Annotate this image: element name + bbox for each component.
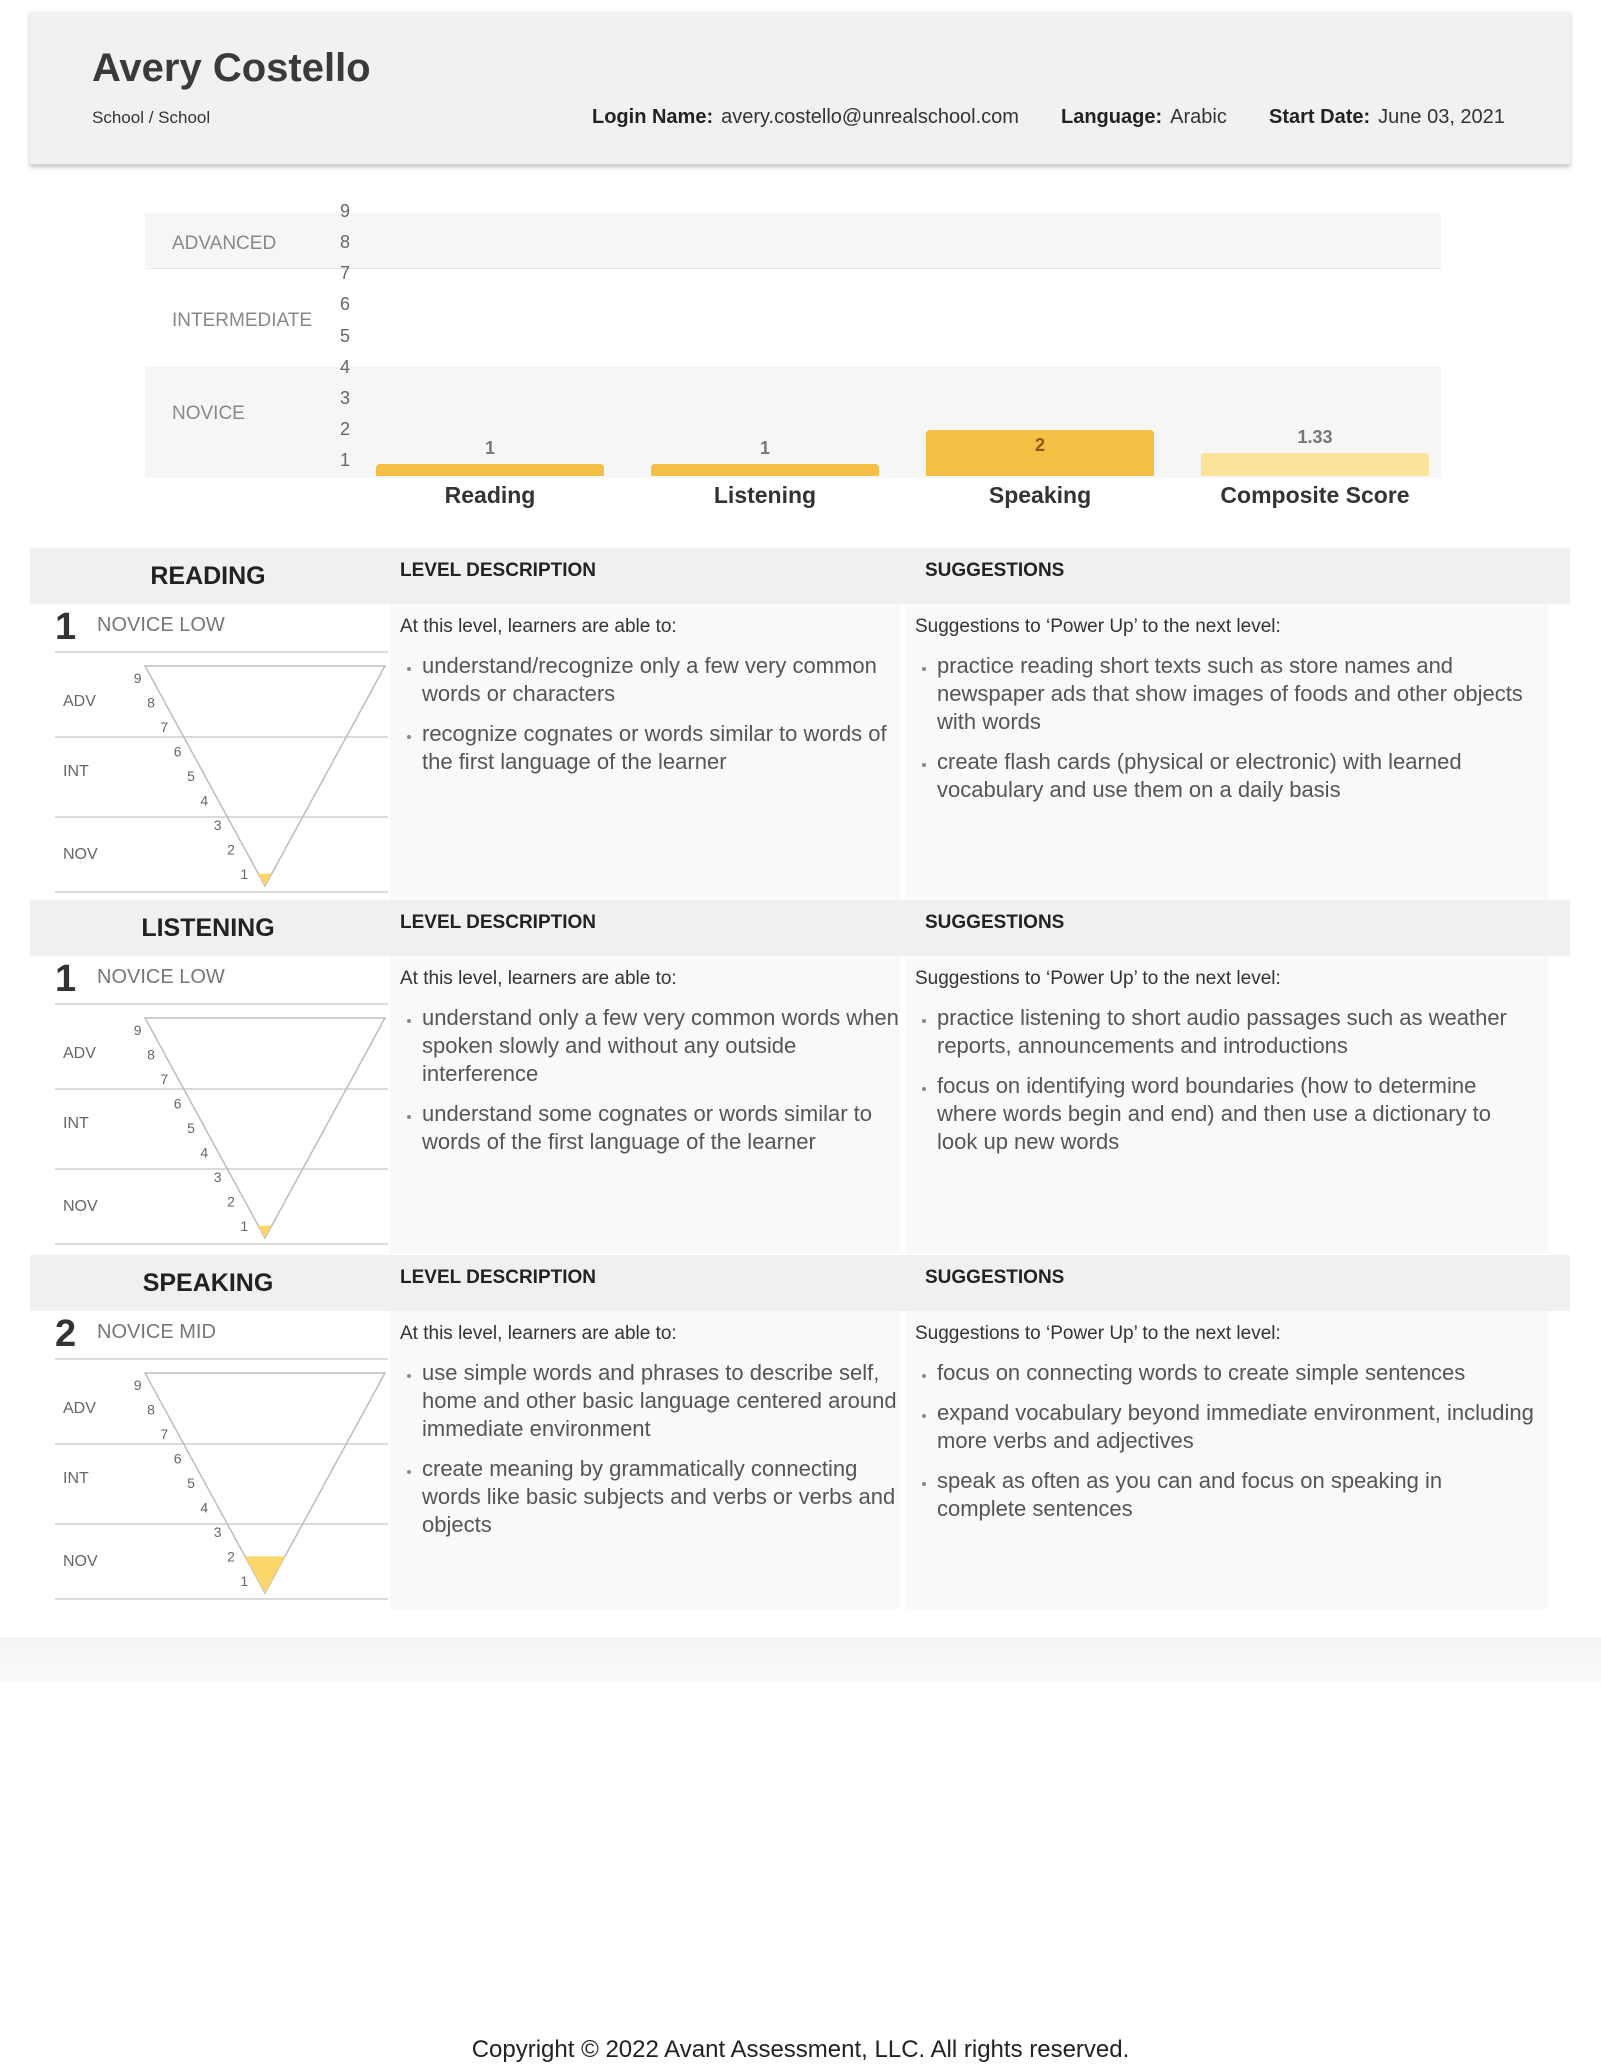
funnel-outline	[145, 1018, 385, 1238]
band-label-nov: NOV	[63, 1198, 98, 1215]
funnel-tick-label: 2	[227, 1193, 235, 1210]
category-label: Listening	[713, 482, 817, 508]
band-label-nov: NOV	[63, 846, 98, 863]
bar-reading	[376, 464, 604, 476]
suggestions-panel	[905, 1311, 1548, 1609]
level-funnel-chart	[55, 1361, 388, 1601]
y-tick-label: 6	[339, 294, 350, 315]
band-label-int: INT	[63, 1115, 89, 1132]
funnel-tick-label: 5	[187, 1120, 195, 1136]
level-funnel-chart	[55, 1006, 388, 1246]
language-field	[1061, 106, 1227, 129]
description-item: • understand only a few very common words when spoken slowly and without any outside interference	[422, 1004, 900, 1088]
y-tick-label: 3	[339, 387, 350, 408]
funnel-fill	[245, 1556, 285, 1593]
funnel-tick-label: 2	[227, 841, 235, 858]
level-number: 2	[55, 1313, 77, 1355]
level-name: NOVICE LOW	[97, 966, 225, 988]
category-label: Speaking	[988, 482, 1092, 508]
section-title: READING	[150, 562, 266, 590]
student-header	[30, 12, 1570, 165]
funnel-tick-label: 8	[147, 694, 155, 711]
suggestions-list	[915, 652, 1537, 816]
level-description-intro: At this level, learners are able to:	[400, 1323, 677, 1344]
suggestions-title: SUGGESTIONS	[925, 1267, 1065, 1288]
level-divider	[55, 651, 388, 653]
student-name: Avery Costello	[92, 46, 371, 90]
language-value: Arabic	[1170, 106, 1227, 128]
funnel-tick-label: 3	[213, 816, 222, 833]
level-description-panel	[390, 956, 900, 1254]
description-item: • use simple words and phrases to describe self, home and other basic language centered around immediate environment	[422, 1359, 900, 1443]
level-name: NOVICE MID	[97, 1321, 216, 1343]
level-description-panel	[390, 604, 900, 902]
suggestion-item: • focus on identifying word boundaries (how to determine where words begin and end) and then use a dictionary to look up new words	[937, 1072, 1537, 1156]
funnel-tick-label: 6	[173, 1450, 182, 1467]
funnel-tick-label: 7	[160, 1426, 169, 1443]
y-tick-label: 4	[339, 356, 350, 377]
suggestions-intro: Suggestions to ‘Power Up’ to the next level:	[915, 1323, 1281, 1344]
band-label-advanced: ADVANCED	[172, 233, 277, 254]
band-label-adv: ADV	[63, 693, 96, 710]
y-tick-label: 7	[339, 263, 350, 284]
start-date-field	[1269, 106, 1505, 129]
funnel-fill	[258, 1226, 271, 1238]
band-label-intermediate: INTERMEDIATE	[172, 310, 313, 331]
suggestions-intro: Suggestions to ‘Power Up’ to the next level:	[915, 968, 1281, 989]
level-divider	[55, 1358, 388, 1360]
suggestion-item: • practice listening to short audio passages such as weather reports, announcements and introductions	[937, 1004, 1537, 1060]
funnel-tick-label: 7	[160, 1071, 169, 1088]
description-item: • understand/recognize only a few very common words or characters	[422, 652, 900, 708]
school-path: School / School	[92, 108, 211, 127]
suggestion-item: • focus on connecting words to create simple sentences	[937, 1359, 1537, 1387]
category-label: Composite Score	[1220, 482, 1410, 508]
level-description-intro: At this level, learners are able to:	[400, 616, 677, 637]
suggestions-list	[915, 1004, 1537, 1168]
language-label: Language:	[1061, 106, 1163, 128]
start-date-value: June 03, 2021	[1378, 106, 1505, 128]
level-description-list	[400, 1359, 900, 1551]
funnel-tick-label: 3	[213, 1168, 222, 1185]
funnel-tick-label: 3	[213, 1523, 222, 1540]
y-tick-label: 8	[339, 232, 350, 253]
level-description-list	[400, 1004, 900, 1168]
suggestion-item: • create flash cards (physical or electronic) with learned vocabulary and use them on a daily basis	[937, 748, 1537, 804]
bar-listening	[651, 464, 879, 476]
section-title: SPEAKING	[142, 1269, 274, 1297]
funnel-tick-label: 2	[227, 1548, 235, 1565]
level-description-intro: At this level, learners are able to:	[400, 968, 677, 989]
level-description-title: LEVEL DESCRIPTION	[400, 560, 597, 581]
y-tick-label: 9	[339, 201, 350, 221]
y-tick-label: 2	[339, 418, 350, 439]
band-label-adv: ADV	[63, 1045, 96, 1062]
section-title: LISTENING	[141, 914, 275, 942]
level-name: NOVICE LOW	[97, 614, 225, 636]
funnel-tick-label: 4	[200, 1144, 209, 1161]
funnel-tick-label: 8	[147, 1401, 155, 1418]
funnel-tick-label: 6	[173, 1095, 182, 1112]
suggestions-title: SUGGESTIONS	[925, 560, 1065, 581]
funnel-tick-label: 4	[200, 1499, 209, 1516]
level-description-panel	[390, 1311, 900, 1609]
level-number: 1	[55, 606, 77, 648]
login-name-label: Login Name:	[592, 106, 714, 128]
y-tick-label: 1	[339, 450, 350, 470]
suggestion-item: • speak as often as you can and focus on speaking in complete sentences	[937, 1467, 1537, 1523]
band-label-int: INT	[63, 1470, 89, 1487]
suggestions-list	[915, 1359, 1537, 1535]
bar-value-label: 1	[484, 438, 495, 458]
page-bottom-band	[0, 1637, 1601, 1682]
suggestion-item: • practice reading short texts such as store names and newspaper ads that show images of foods and other objects with words	[937, 652, 1537, 736]
copyright-text: Copyright © 2022 Avant Assessment, LLC. All rights reserved.	[471, 2036, 1130, 2063]
funnel-tick-label: 1	[240, 865, 249, 882]
suggestions-intro: Suggestions to ‘Power Up’ to the next level:	[915, 616, 1281, 637]
funnel-outline	[145, 666, 385, 886]
login-name-field	[592, 106, 1019, 129]
score-overview-chart	[0, 190, 1601, 530]
start-date-label: Start Date:	[1269, 106, 1371, 128]
login-name-value: avery.costello@unrealschool.com	[721, 106, 1019, 128]
funnel-tick-label: 9	[133, 1377, 142, 1394]
level-description-list	[400, 652, 900, 788]
level-number: 1	[55, 958, 77, 1000]
funnel-tick-label: 5	[187, 1475, 195, 1491]
band-label-int: INT	[63, 763, 89, 780]
category-label: Reading	[444, 482, 536, 508]
description-item: • recognize cognates or words similar to words of the first language of the learner	[422, 720, 900, 776]
level-description-title: LEVEL DESCRIPTION	[400, 912, 597, 933]
funnel-tick-label: 4	[200, 792, 209, 809]
suggestions-panel	[905, 956, 1548, 1254]
funnel-tick-label: 6	[173, 743, 182, 760]
bar-value-label: 1.33	[1297, 426, 1333, 447]
bar-composite-score	[1201, 453, 1429, 476]
funnel-tick-label: 5	[187, 768, 195, 784]
funnel-tick-label: 9	[133, 670, 142, 687]
funnel-tick-label: 1	[240, 1217, 249, 1234]
y-tick-label: 5	[339, 325, 350, 346]
band-label-novice: NOVICE	[172, 403, 245, 424]
suggestion-item: • expand vocabulary beyond immediate environment, including more verbs and adjectives	[937, 1399, 1537, 1455]
level-description-title: LEVEL DESCRIPTION	[400, 1267, 597, 1288]
level-funnel-chart	[55, 654, 388, 894]
band-label-nov: NOV	[63, 1553, 98, 1570]
suggestions-title: SUGGESTIONS	[925, 912, 1065, 933]
description-item: • create meaning by grammatically connecting words like basic subjects and verbs or verbs and objects	[422, 1455, 900, 1539]
suggestions-panel	[905, 604, 1548, 902]
funnel-tick-label: 7	[160, 719, 169, 736]
funnel-tick-label: 8	[147, 1046, 155, 1063]
band-label-adv: ADV	[63, 1400, 96, 1417]
level-divider	[55, 1003, 388, 1005]
funnel-fill	[258, 874, 271, 886]
description-item: • understand some cognates or words similar to words of the first language of the learner	[422, 1100, 900, 1156]
bar-value-label: 1	[759, 438, 770, 458]
funnel-tick-label: 1	[240, 1572, 249, 1589]
funnel-tick-label: 9	[133, 1022, 142, 1039]
bar-value-label: 2	[1034, 435, 1045, 455]
